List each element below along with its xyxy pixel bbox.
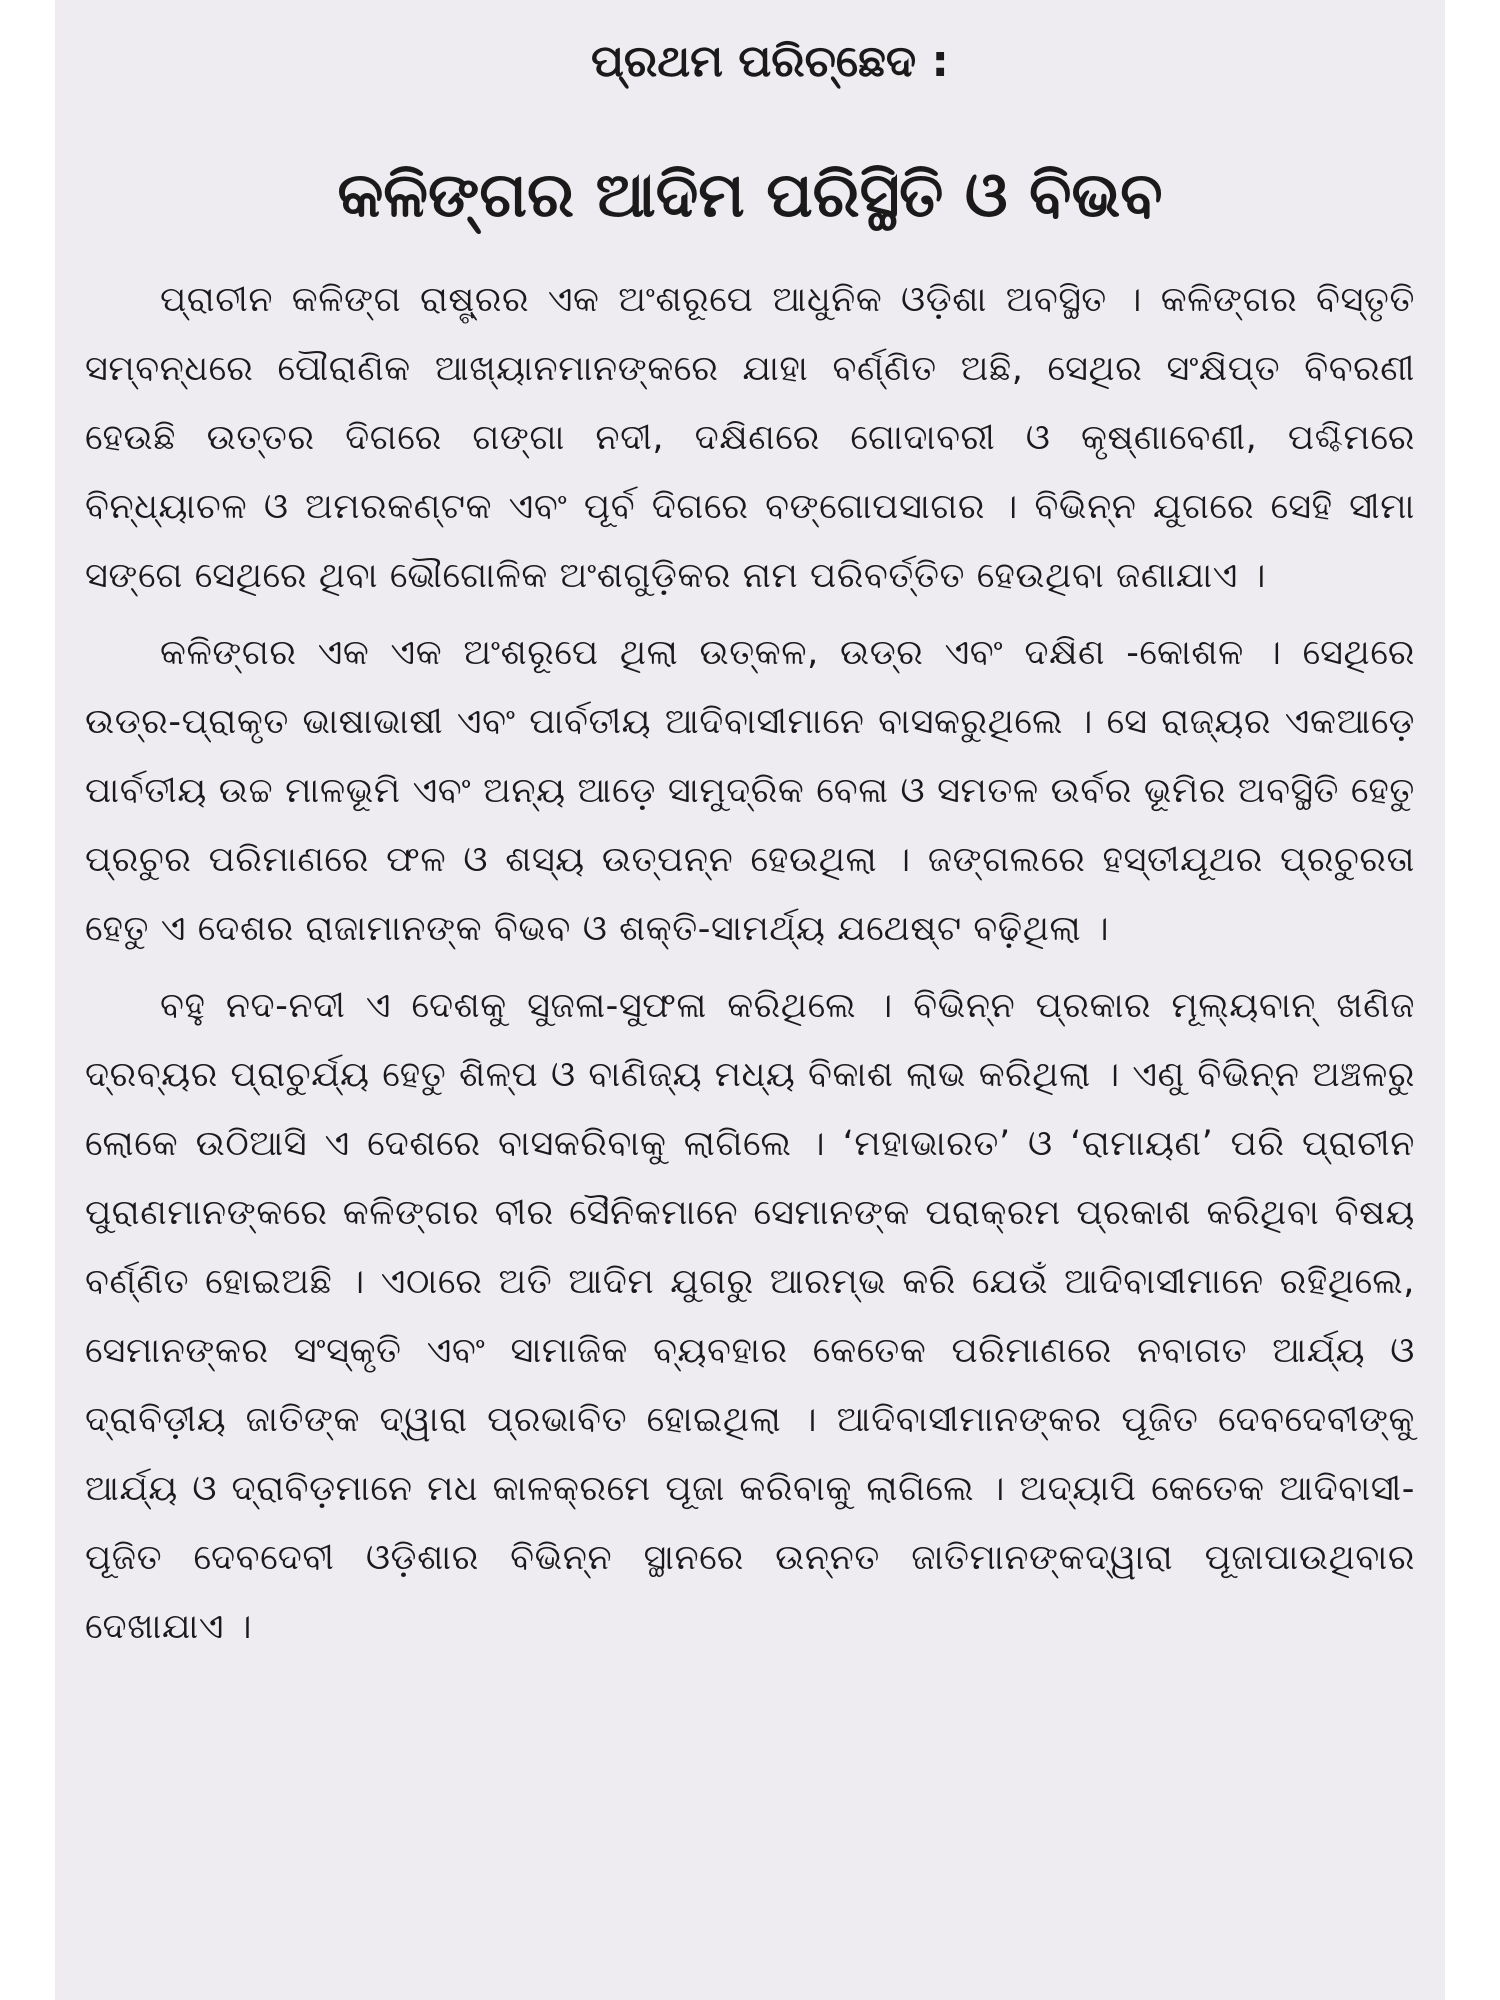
book-page	[55, 0, 1445, 2000]
paragraph: କଳିଙ୍ଗର ଏକ ଏକ ଅଂଶରୂପେ ଥିଲା ଉତ୍କଳ, ଉଡ୍ର ଏବଂ ଦକ୍ଷିଣ -କୋଶଳ । ସେଥିରେ ଉଡ୍ର-ପ୍ରାକୃତ ଭାଷାଭାଷୀ ଏବଂ ପାର୍ବତୀୟ ଆଦିବାସୀମାନେ ବାସକରୁଥିଲେ । ସେ ରାଜ୍ୟର ଏକଆଡ଼େ ପାର୍ବତୀୟ ଉଚ୍ଚ ମାଳଭୂମି ଏବଂ ଅନ୍ୟ ଆଡ଼େ ସାମୁଦ୍ରିକ ବେଳା ଓ ସମତଳ ଉର୍ବର ଭୂମିର ଅବସ୍ଥିତି ହେତୁ ପ୍ରଚୁର ପରିମାଣରେ ଫଳ ଓ ଶସ୍ୟ ଉତ୍ପନ୍ନ ହେଉଥିଲା । ଜଙ୍ଗଲରେ ହସ୍ତୀଯୂଥର ପ୍ରଚୁରତା ହେତୁ ଏ ଦେଶର ରାଜାମାନଙ୍କ ବିଭବ ଓ ଶକ୍ତି-ସାମର୍ଥ୍ୟ ଯଥେଷ୍ଟ ବଢ଼ିଥିଲା ।	[85, 633, 1415, 949]
chapter-title: କଳିଙ୍ଗର ଆଦିମ ପରିସ୍ଥିତି ଓ ବିଭବ	[337, 158, 1163, 231]
paragraph: ବହୁ ନଦ-ନଦୀ ଏ ଦେଶକୁ ସୁଜଳା-ସୁଫଳା କରିଥିଲେ । ବିଭିନ୍ନ ପ୍ରକାର ମୂଲ୍ୟବାନ୍ ଖଣିଜ ଦ୍ରବ୍ୟର ପ୍ରାଚୁର୍ଯ୍ୟ ହେତୁ ଶିଳ୍ପ ଓ ବାଣିଜ୍ୟ ମଧ୍ୟ ବିକାଶ ଲାଭ କରିଥିଲା । ଏଣୁ ବିଭିନ୍ନ ଅଞ୍ଚଳରୁ ଲୋକେ ଉଠିଆସି ଏ ଦେଶରେ ବାସକରିବାକୁ ଲାଗିଲେ । ‘ମହାଭାରତ’ ଓ ‘ରାମାୟଣ’ ପରି ପ୍ରାଚୀନ ପୁରାଣମାନଙ୍କରେ କଳିଙ୍ଗର ବୀର ସୈନିକମାନେ ସେମାନଙ୍କ ପରାକ୍ରମ ପ୍ରକାଶ କରିଥିବା ବିଷୟ ବର୍ଣ୍ଣିତ ହୋଇଅଛି । ଏଠାରେ ଅତି ଆଦିମ ଯୁଗରୁ ଆରମ୍ଭ କରି ଯେଉଁ ଆଦିବାସୀମାନେ ରହିଥିଲେ, ସେମାନଙ୍କର ସଂସ୍କୃତି ଏବଂ ସାମାଜିକ ବ୍ୟବହାର କେତେକ ପରିମାଣରେ ନବାଗତ ଆର୍ଯ୍ୟ ଓ ଦ୍ରାବିଡ଼ୀୟ ଜାତିଙ୍କ ଦ୍ୱାରା ପ୍ରଭାବିତ ହୋଇଥିଲା । ଆଦିବାସୀମାନଙ୍କର ପୂଜିତ ଦେବଦେବୀଙ୍କୁ ଆର୍ଯ୍ୟ ଓ ଦ୍ରାବିଡ଼ମାନେ ମଧ କାଳକ୍ରମେ ପୂଜା କରିବାକୁ ଲାଗିଲେ । ଅଦ୍ୟାପି କେତେକ ଆଦିବାସୀ-ପୂଜିତ ଦେବଦେବୀ ଓଡ଼ିଶାର ବିଭିନ୍ନ ସ୍ଥାନରେ ଉନ୍ନତ ଜାତିମାନଙ୍କଦ୍ୱାରା ପୂଜାପାଉଥିବାର ଦେଖାଯାଏ ।	[85, 986, 1415, 1647]
chapter-label: ପ୍ରଥମ ପରିଚ୍ଛେଦ :	[590, 36, 950, 87]
body-text	[85, 266, 1415, 1662]
paragraph: ପ୍ରାଚୀନ କଳିଙ୍ଗ ରାଷ୍ଟ୍ରର ଏକ ଅଂଶରୂପେ ଆଧୁନିକ ଓଡ଼ିଶା ଅବସ୍ଥିତ । କଳିଙ୍ଗର ବିସ୍ତୃତି ସମ୍ବନ୍ଧରେ ପୌରାଣିକ ଆଖ୍ୟାନମାନଙ୍କରେ ଯାହା ବର୍ଣ୍ଣିତ ଅଛି, ସେଥିର ସଂକ୍ଷିପ୍ତ ବିବରଣୀ ହେଉଛି ଉତ୍ତର ଦିଗରେ ଗଙ୍ଗା ନଦୀ, ଦକ୍ଷିଣରେ ଗୋଦାବରୀ ଓ କୃଷ୍ଣାବେଣୀ, ପଶ୍ଚିମରେ ବିନ୍ଧ୍ୟାଚଳ ଓ ଅମରକଣ୍ଟକ ଏବଂ ପୂର୍ବ ଦିଗରେ ବଙ୍ଗୋପସାଗର । ବିଭିନ୍ନ ଯୁଗରେ ସେହି ସୀମା ସଙ୍ଗେ ସେଥିରେ ଥିବା ଭୌଗୋଳିକ ଅଂଶଗୁଡ଼ିକର ନାମ ପରିବର୍ତ୍ତିତ ହେଉଥିବା ଜଣାଯାଏ ।	[85, 280, 1415, 596]
